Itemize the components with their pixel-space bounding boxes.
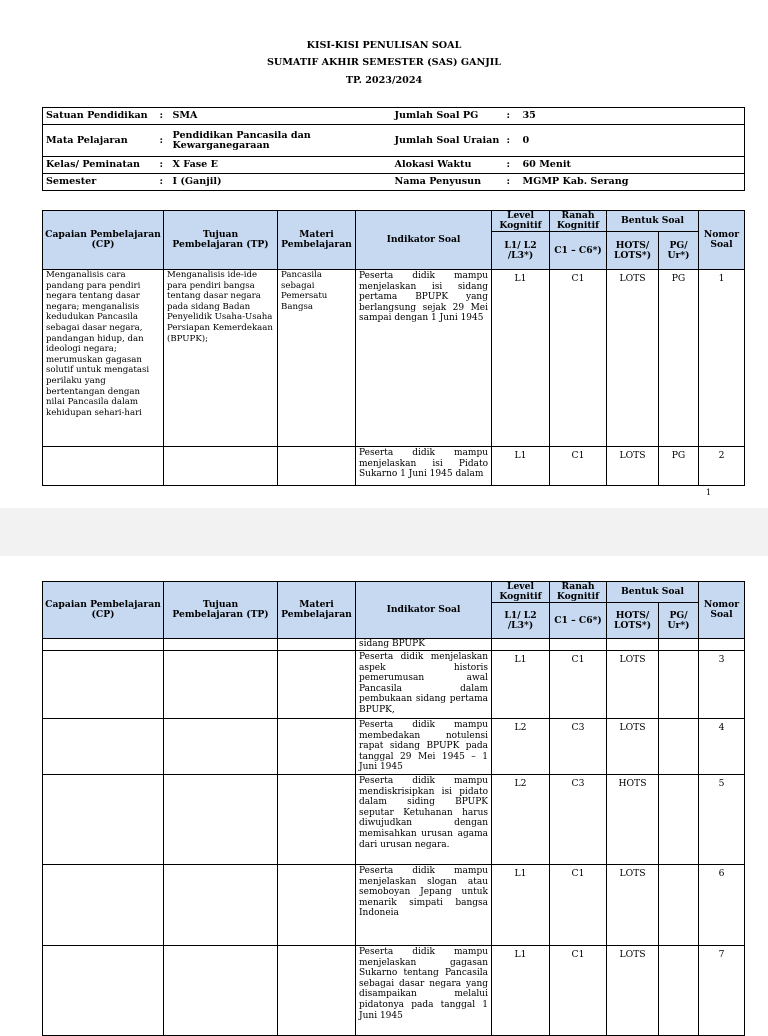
cp-cell xyxy=(43,639,164,651)
nomor-cell: 7 xyxy=(699,945,745,1035)
header-cp: Capaian Pembelajaran (CP) xyxy=(43,211,164,270)
info-separator: : xyxy=(504,157,520,174)
tp-cell xyxy=(164,864,278,945)
indikator-cell: Peserta didik mampu menjelaskan isi sidang pertama BPUPK yang berlangsung sejak 29 Mei sampai dengan 1 Juni 1945 xyxy=(356,270,492,447)
document-title: KISI-KISI PENULISAN SOAL xyxy=(306,40,462,51)
ranah-cell xyxy=(550,639,607,651)
pg-cell xyxy=(659,774,699,864)
hots-cell: LOTS xyxy=(607,651,659,719)
info-label: Semester xyxy=(43,174,157,191)
materi-cell xyxy=(278,774,356,864)
nomor-cell: 3 xyxy=(699,651,745,719)
tp-cell xyxy=(164,651,278,719)
hots-cell: LOTS xyxy=(607,447,659,486)
table-row xyxy=(43,719,745,775)
info-label: Nama Penyusun xyxy=(392,174,504,191)
info-label: Satuan Pendidikan xyxy=(43,108,157,125)
page-number: 1 xyxy=(706,488,712,497)
hots-cell: HOTS xyxy=(607,774,659,864)
cp-cell xyxy=(43,864,164,945)
header-hots: HOTS/ LOTS*) xyxy=(607,232,659,270)
materi-cell xyxy=(278,639,356,651)
level-cell: L2 xyxy=(492,774,550,864)
table-row xyxy=(43,639,745,651)
indikator-cell: Peserta didik mampu menjelaskan gagasan Sukarno tentang Pancasila sebagai dasar negara yang disampaikan melalui pidatonya pada tanggal 1 Juni 1945 xyxy=(356,945,492,1035)
info-separator: : xyxy=(504,125,520,157)
info-label: Mata Pelajaran xyxy=(43,125,157,157)
header-tp: Tujuan Pembelajaran (TP) xyxy=(164,582,278,639)
nomor-cell: 4 xyxy=(699,719,745,775)
cp-cell xyxy=(43,719,164,775)
table-row xyxy=(43,651,745,719)
document-page-2 xyxy=(0,556,768,1024)
tp-cell xyxy=(164,945,278,1035)
nomor-cell: 2 xyxy=(699,447,745,486)
indikator-cell: Peserta didik mampu menjelaskan slogan atau semoboyan Jepang untuk menarik simpati bangsa Indoneia xyxy=(356,864,492,945)
info-label: Jumlah Soal PG xyxy=(392,108,504,125)
materi-cell xyxy=(278,719,356,775)
header-level: Level Kognitif xyxy=(492,582,550,603)
header-bentuk: Bentuk Soal xyxy=(607,582,699,603)
indikator-cell: Peserta didik mampu menjelaskan isi Pidato Sukarno 1 Juni 1945 dalam xyxy=(356,447,492,486)
nomor-cell: 6 xyxy=(699,864,745,945)
tp-cell xyxy=(164,447,278,486)
document-year: TP. 2023/2024 xyxy=(345,75,423,86)
header-pg: PG/ Ur*) xyxy=(659,603,699,639)
info-separator: : xyxy=(157,125,170,157)
header-level-sub: L1/ L2 /L3*) xyxy=(492,232,550,270)
level-cell: L1 xyxy=(492,270,550,447)
info-value: X Fase E xyxy=(170,157,392,174)
info-row xyxy=(43,108,745,125)
info-value: SMA xyxy=(170,108,392,125)
table-row xyxy=(43,270,745,447)
info-separator: : xyxy=(504,174,520,191)
ranah-cell: C1 xyxy=(550,270,607,447)
page-gap xyxy=(0,508,768,556)
document-subtitle: SUMATIF AKHIR SEMESTER (SAS) GANJIL xyxy=(266,57,502,68)
materi-cell xyxy=(278,651,356,719)
level-cell xyxy=(492,639,550,651)
info-value: 0 xyxy=(520,125,745,157)
tp-cell: Menganalisis ide-ide para pendiri bangsa tentang dasar negara pada sidang Badan Penyelidik Usaha-Usaha Persiapan Kemerdekaan (BPUPK); xyxy=(164,270,278,447)
materi-cell: Pancasila sebagai Pemersatu Bangsa xyxy=(278,270,356,447)
info-separator: : xyxy=(157,157,170,174)
tp-cell xyxy=(164,639,278,651)
header-level-sub: L1/ L2 /L3*) xyxy=(492,603,550,639)
cp-cell: Menganalisis cara pandang para pendiri negara tentang dasar negara; menganalisis kedudukan Pancasila sebagai dasar negara, pandangan hidup, dan ideologi negara; merumuskan gagasan solutif untuk mengatasi perilaku yang bertentangan dengan nilai Pancasila dalam kehidupan sehari-hari xyxy=(43,270,164,447)
cp-cell xyxy=(43,447,164,486)
hots-cell: LOTS xyxy=(607,719,659,775)
hots-cell: LOTS xyxy=(607,945,659,1035)
info-value: 35 xyxy=(520,108,745,125)
hots-cell: LOTS xyxy=(607,864,659,945)
header-nomor: Nomor Soal xyxy=(699,211,745,270)
ranah-cell: C3 xyxy=(550,774,607,864)
info-label: Kelas/ Peminatan xyxy=(43,157,157,174)
header-nomor: Nomor Soal xyxy=(699,582,745,639)
nomor-cell: 1 xyxy=(699,270,745,447)
info-row xyxy=(43,125,745,157)
header-pg: PG/ Ur*) xyxy=(659,232,699,270)
level-cell: L1 xyxy=(492,945,550,1035)
pg-cell xyxy=(659,864,699,945)
ranah-cell: C1 xyxy=(550,447,607,486)
header-ranah: Ranah Kognitif xyxy=(550,582,607,603)
info-table xyxy=(42,107,745,191)
pg-cell xyxy=(659,651,699,719)
header-hots: HOTS/ LOTS*) xyxy=(607,603,659,639)
table-row xyxy=(43,864,745,945)
tp-cell xyxy=(164,719,278,775)
pg-cell xyxy=(659,719,699,775)
ranah-cell: C1 xyxy=(550,864,607,945)
materi-cell xyxy=(278,447,356,486)
document-page-1 xyxy=(0,0,768,508)
info-value: I (Ganjil) xyxy=(170,174,392,191)
header-materi: Materi Pembelajaran xyxy=(278,211,356,270)
info-value: Pendidikan Pancasila dan Kewarganegaraan xyxy=(170,125,392,157)
info-row xyxy=(43,157,745,174)
tp-cell xyxy=(164,774,278,864)
pg-cell: PG xyxy=(659,270,699,447)
table-row xyxy=(43,774,745,864)
pg-cell: PG xyxy=(659,447,699,486)
level-cell: L1 xyxy=(492,864,550,945)
hots-cell: LOTS xyxy=(607,270,659,447)
ranah-cell: C1 xyxy=(550,651,607,719)
info-separator: : xyxy=(157,174,170,191)
table-row xyxy=(43,447,745,486)
header-ranah-sub: C1 – C6*) xyxy=(550,603,607,639)
hots-cell xyxy=(607,639,659,651)
pg-cell xyxy=(659,639,699,651)
level-cell: L2 xyxy=(492,719,550,775)
header-ranah: Ranah Kognitif xyxy=(550,211,607,232)
info-separator: : xyxy=(157,108,170,125)
ranah-cell: C1 xyxy=(550,945,607,1035)
info-label: Alokasi Waktu xyxy=(392,157,504,174)
cp-cell xyxy=(43,774,164,864)
info-value: MGMP Kab. Serang xyxy=(520,174,745,191)
header-ranah-sub: C1 – C6*) xyxy=(550,232,607,270)
info-value: 60 Menit xyxy=(520,157,745,174)
header-indikator: Indikator Soal xyxy=(356,211,492,270)
info-row xyxy=(43,174,745,191)
indikator-cell: sidang BPUPK xyxy=(356,639,492,651)
cp-cell xyxy=(43,945,164,1035)
header-bentuk: Bentuk Soal xyxy=(607,211,699,232)
materi-cell xyxy=(278,864,356,945)
header-level: Level Kognitif xyxy=(492,211,550,232)
header-indikator: Indikator Soal xyxy=(356,582,492,639)
nomor-cell xyxy=(699,639,745,651)
question-grid-table-2 xyxy=(42,581,745,1036)
info-separator: : xyxy=(504,108,520,125)
cp-cell xyxy=(43,651,164,719)
indikator-cell: Peserta didik mampu mendiskrisipkan isi pidato dalam siding BPUPK seputar Ketuhanan harus diwujudkan dengan memisahkan urusan agama dari urusan negara. xyxy=(356,774,492,864)
header-cp: Capaian Pembelajaran (CP) xyxy=(43,582,164,639)
question-grid-table-1 xyxy=(42,210,745,486)
indikator-cell: Peserta didik menjelaskan aspek historis pemerumusan awal Pancasila dalam pembukaan sidang pertama BPUPK, xyxy=(356,651,492,719)
header-materi: Materi Pembelajaran xyxy=(278,582,356,639)
level-cell: L1 xyxy=(492,447,550,486)
nomor-cell: 5 xyxy=(699,774,745,864)
table-row xyxy=(43,945,745,1035)
pg-cell xyxy=(659,945,699,1035)
info-label: Jumlah Soal Uraian xyxy=(392,125,504,157)
materi-cell xyxy=(278,945,356,1035)
ranah-cell: C3 xyxy=(550,719,607,775)
level-cell: L1 xyxy=(492,651,550,719)
indikator-cell: Peserta didik mampu membedakan notulensi rapat sidang BPUPK pada tanggal 29 Mei 1945 – 1 Juni 1945 xyxy=(356,719,492,775)
header-tp: Tujuan Pembelajaran (TP) xyxy=(164,211,278,270)
